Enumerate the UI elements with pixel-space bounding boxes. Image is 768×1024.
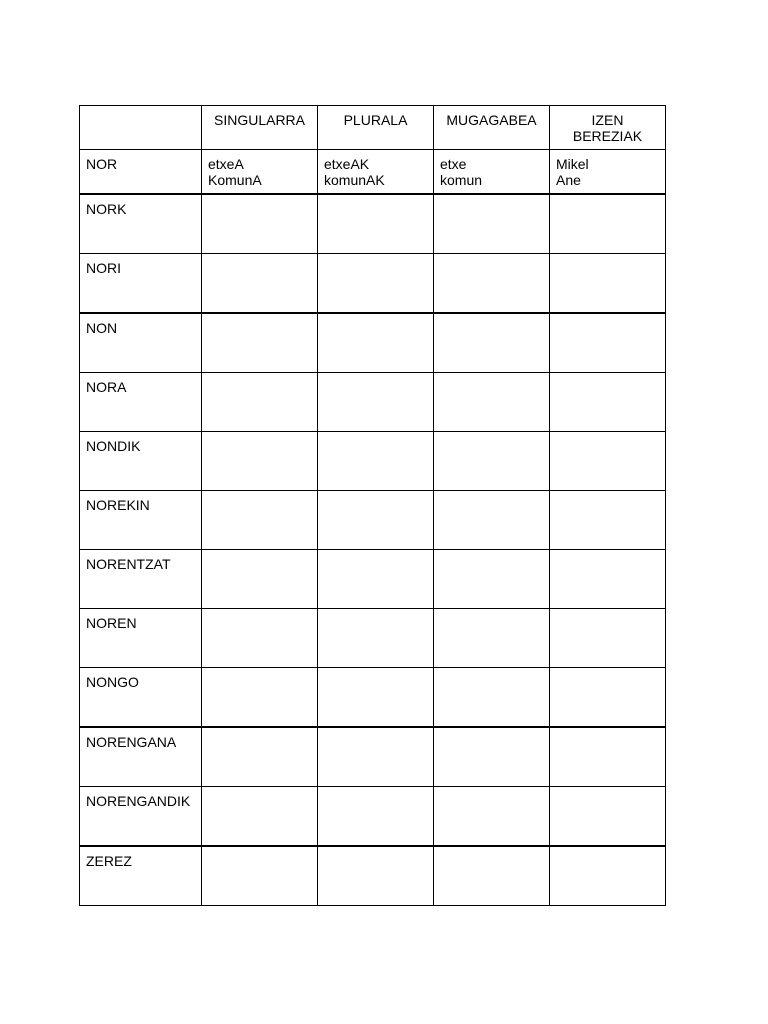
answer-cell[interactable] (202, 313, 318, 373)
answer-cell[interactable] (550, 609, 666, 668)
header-plurala (318, 106, 434, 150)
answer-cell[interactable] (434, 432, 550, 491)
table-row (80, 432, 666, 491)
table-row (80, 846, 666, 906)
answer-cell[interactable] (434, 254, 550, 314)
example-text: etxeA (208, 156, 244, 172)
row-label: NORENGANDIK (86, 793, 191, 809)
answer-cell[interactable] (550, 432, 666, 491)
answer-cell[interactable] (550, 668, 666, 728)
answer-cell[interactable] (202, 432, 318, 491)
answer-cell[interactable] (318, 846, 434, 906)
answer-cell[interactable] (434, 668, 550, 728)
answer-cell[interactable] (434, 313, 550, 373)
answer-cell[interactable] (434, 846, 550, 906)
example-cell (202, 150, 318, 195)
answer-cell[interactable] (318, 787, 434, 847)
example-text: etxe (440, 156, 467, 172)
row-label-cell (80, 194, 202, 254)
answer-cell[interactable] (202, 727, 318, 787)
answer-cell[interactable] (202, 254, 318, 314)
row-label-cell (80, 609, 202, 668)
answer-cell[interactable] (202, 609, 318, 668)
row-label: NOREN (86, 615, 137, 631)
example-cell (550, 150, 666, 195)
row-label-cell (80, 373, 202, 432)
answer-cell[interactable] (434, 550, 550, 609)
answer-cell[interactable] (202, 194, 318, 254)
example-row (80, 150, 666, 195)
header-izen-bereziak (550, 106, 666, 150)
table-row (80, 727, 666, 787)
row-label: NORENGANA (86, 734, 177, 750)
row-label: NONDIK (86, 438, 141, 454)
example-text: Mikel (556, 156, 589, 172)
header-corner-cell (80, 106, 202, 150)
example-cell (318, 150, 434, 195)
table-row (80, 787, 666, 847)
example-text: komun (440, 172, 483, 188)
row-label: NORI (86, 260, 121, 276)
answer-cell[interactable] (550, 313, 666, 373)
answer-cell[interactable] (550, 727, 666, 787)
row-label-cell (80, 254, 202, 314)
answer-cell[interactable] (318, 313, 434, 373)
table-row (80, 609, 666, 668)
row-label: NONGO (86, 674, 139, 690)
row-label-cell (80, 668, 202, 728)
answer-cell[interactable] (318, 550, 434, 609)
row-label-cell (80, 550, 202, 609)
header-singularra (202, 106, 318, 150)
answer-cell[interactable] (318, 194, 434, 254)
answer-cell[interactable] (318, 254, 434, 314)
answer-cell[interactable] (550, 846, 666, 906)
answer-cell[interactable] (434, 491, 550, 550)
table-row (80, 254, 666, 314)
row-label-cell (80, 787, 202, 847)
answer-cell[interactable] (202, 846, 318, 906)
table-row (80, 550, 666, 609)
answer-cell[interactable] (318, 491, 434, 550)
answer-cell[interactable] (202, 668, 318, 728)
answer-cell[interactable] (550, 491, 666, 550)
row-label-cell (80, 846, 202, 906)
table-row (80, 313, 666, 373)
answer-cell[interactable] (434, 194, 550, 254)
declension-table (79, 105, 666, 906)
answer-cell[interactable] (550, 373, 666, 432)
answer-cell[interactable] (434, 609, 550, 668)
answer-cell[interactable] (202, 491, 318, 550)
table-row (80, 373, 666, 432)
answer-cell[interactable] (202, 550, 318, 609)
answer-cell[interactable] (550, 254, 666, 314)
example-cell (434, 150, 550, 195)
row-label: NOREKIN (86, 497, 150, 513)
example-text: Ane (556, 172, 581, 188)
example-text: komunAK (324, 172, 385, 188)
table-row (80, 668, 666, 728)
row-label-cell (80, 313, 202, 373)
table-row (80, 194, 666, 254)
answer-cell[interactable] (434, 787, 550, 847)
row-label: NOR (86, 156, 118, 172)
row-label-cell (80, 491, 202, 550)
header-label: IZEN (591, 112, 624, 128)
answer-cell[interactable] (434, 727, 550, 787)
answer-cell[interactable] (550, 550, 666, 609)
row-label-cell (80, 727, 202, 787)
header-label: SINGULARRA (213, 112, 306, 128)
header-label: BEREZIAK (572, 128, 643, 144)
answer-cell[interactable] (434, 373, 550, 432)
answer-cell[interactable] (318, 609, 434, 668)
table-row (80, 491, 666, 550)
header-mugagabea (434, 106, 550, 150)
row-label: NORA (86, 379, 127, 395)
answer-cell[interactable] (318, 432, 434, 491)
row-label: NON (86, 320, 118, 336)
row-label-cell (80, 432, 202, 491)
header-row (80, 106, 666, 150)
answer-cell[interactable] (318, 373, 434, 432)
row-label: NORK (86, 201, 127, 217)
answer-cell[interactable] (550, 194, 666, 254)
answer-cell[interactable] (550, 787, 666, 847)
answer-cell[interactable] (202, 787, 318, 847)
answer-cell[interactable] (202, 373, 318, 432)
row-label: NORENTZAT (86, 556, 171, 572)
example-text: KomunA (208, 172, 262, 188)
example-text: etxeAK (324, 156, 370, 172)
answer-cell[interactable] (318, 668, 434, 728)
row-label: ZEREZ (86, 853, 132, 869)
row-label-cell (80, 150, 202, 195)
header-label: PLURALA (343, 112, 408, 128)
answer-cell[interactable] (318, 727, 434, 787)
header-label: MUGAGABEA (446, 112, 537, 128)
